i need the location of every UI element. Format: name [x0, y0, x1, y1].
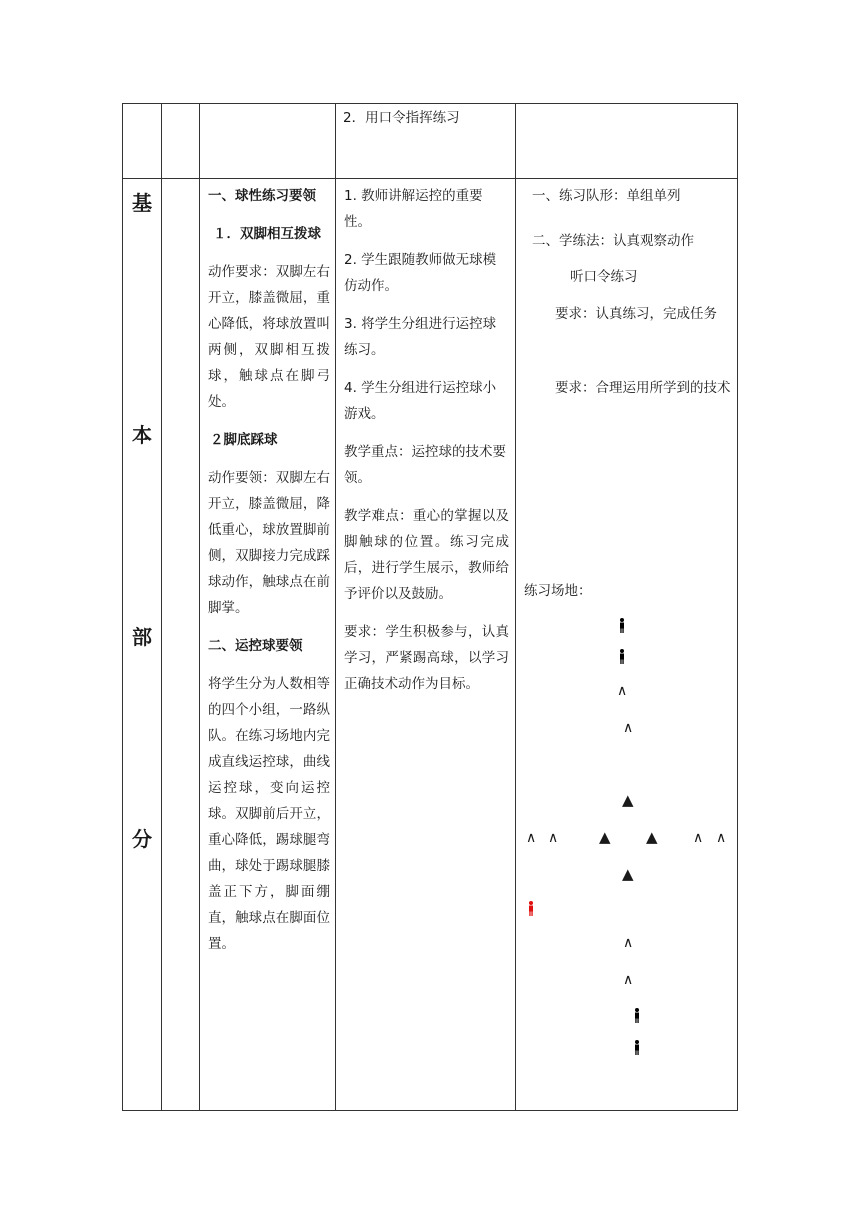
- field-label: 练习场地：: [524, 583, 592, 599]
- paragraph-dribble: 将学生分为人数相等的四个小组，一路纵队。在练习场地内完成直线运控球，曲线运控球，变向运控球。双脚前后开立，重心降低，踢球腿弯曲，球处于踢球腿膝盖正下方，脚面绷直，触球点在脚面位置。: [208, 676, 330, 952]
- key-point: 教学重点：运控球的技术要领。: [344, 444, 506, 486]
- teacher-item: 3. 将学生分组进行运控球练习。: [344, 316, 497, 358]
- lesson-plan-table: [122, 103, 738, 1111]
- heading-dribble: 二、运控球要领: [208, 638, 303, 654]
- section-label-char: 本: [132, 423, 152, 447]
- method-line: 2．用口令指挥练习: [343, 110, 460, 126]
- teacher-figure-icon: [528, 901, 534, 916]
- subheading-sole-roll: ２脚底踩球: [210, 432, 278, 448]
- section-label-char: 基: [132, 191, 152, 215]
- teacher-item: 4. 学生分组进行运控球小游戏。: [344, 380, 497, 422]
- paragraph-toe-tap: 动作要求：双脚左右开立，膝盖微屈，重心降低，将球放置叫两侧，双脚相互拨球，触球点在脚弓处。: [208, 264, 330, 410]
- chevron-marker-icon: ∧: [526, 830, 537, 846]
- student-figure-icon: [634, 1008, 640, 1023]
- chevron-marker-icon: ∧: [693, 830, 704, 846]
- formation-text: 一、练习队形：单组单列: [532, 188, 681, 204]
- requirement-2: 要求：合理运用所学到的技术: [555, 380, 731, 396]
- practice-field-diagram: [122, 103, 738, 1111]
- method-text: 二、学练法：认真观察动作: [532, 233, 694, 249]
- chevron-marker-icon: ∧: [623, 935, 634, 951]
- heading-ball-feel: 一、球性练习要领: [208, 188, 316, 204]
- teacher-requirement: 要求：学生积极参与，认真学习，严紧踢高球，以学习正确技术动作为目标。: [344, 624, 509, 692]
- student-figure-icon: [634, 1040, 640, 1055]
- teacher-item: 2. 学生跟随教师做无球模仿动作。: [344, 252, 497, 294]
- chevron-marker-icon: ∧: [548, 830, 559, 846]
- student-figure-icon: [619, 649, 625, 664]
- student-figure-icon: [619, 618, 625, 633]
- subheading-toe-tap: １．双脚相互拨球: [213, 226, 321, 242]
- chevron-marker-icon: ∧: [617, 683, 628, 699]
- cone-icon: ▲: [622, 865, 634, 883]
- section-label-char: 部: [132, 625, 152, 649]
- chevron-marker-icon: ∧: [623, 720, 634, 736]
- chevron-marker-icon: ∧: [716, 830, 727, 846]
- cone-icon: ▲: [599, 828, 611, 846]
- cone-icon: ▲: [646, 828, 658, 846]
- cone-icon: ▲: [622, 791, 634, 809]
- teacher-item: 1. 教师讲解运控的重要性。: [344, 188, 483, 230]
- requirement-1: 要求：认真练习，完成任务: [555, 306, 717, 322]
- section-label-char: 分: [132, 827, 152, 851]
- chevron-marker-icon: ∧: [623, 972, 634, 988]
- method-text-2: 听口令练习: [570, 269, 638, 285]
- difficulty: 教学难点：重心的掌握以及脚触球的位置。练习完成后，进行学生展示，教师给予评价以及鼓励。: [344, 508, 509, 602]
- paragraph-sole-roll: 动作要领：双脚左右开立，膝盖微屈，降低重心，球放置脚前侧，双脚接力完成踩球动作，触球点在前脚掌。: [208, 470, 330, 616]
